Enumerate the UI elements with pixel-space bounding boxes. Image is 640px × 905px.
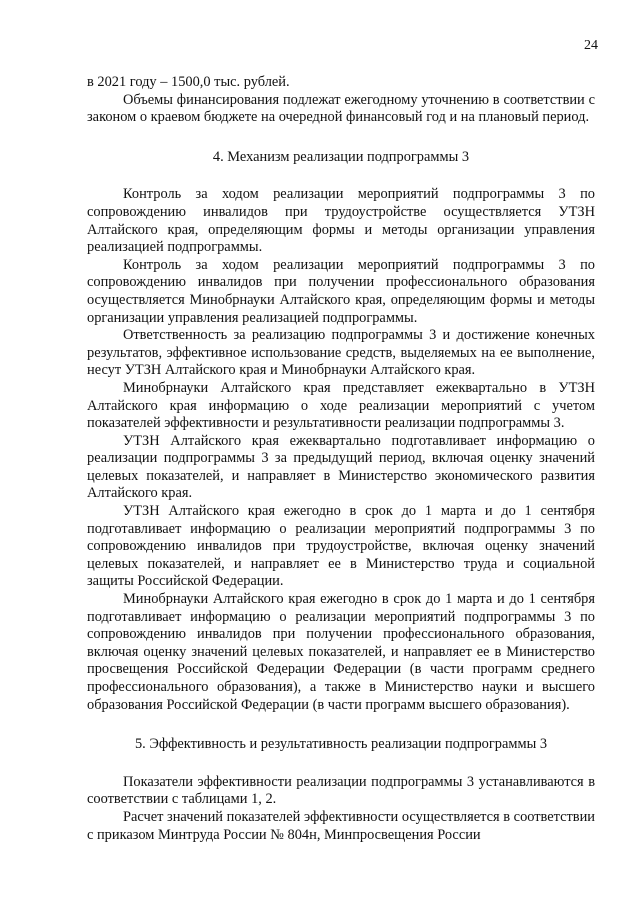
section-heading-4: 4. Механизм реализации подпрограммы 3 [212, 148, 470, 165]
paragraph-continuation: в 2021 году – 1500,0 тыс. рублей. [87, 74, 290, 90]
document-body [87, 74, 595, 844]
paragraph: УТЗН Алтайского края ежеквартально подготавливает информацию о реализации подпрограммы 3 за предыдущий период, включая оценку значений целевых показателей, и направляет в Министерство экономического развития Алтайского края. [87, 432, 595, 502]
paragraph: Минобрнауки Алтайского края представляет ежеквартально в УТЗН Алтайского края информацию о ходе реализации мероприятий с учетом показателей эффективности и результативности реализации подпрограммы 3. [87, 379, 595, 432]
paragraph: Показатели эффективности реализации подпрограммы 3 устанавливаются в соответствии с таблицами 1, 2. [87, 773, 595, 808]
section-heading-5: 5. Эффективность и результативность реализации подпрограммы 3 [134, 736, 548, 753]
paragraph: Контроль за ходом реализации мероприятий подпрограммы 3 по сопровождению инвалидов при трудоустройстве осуществляется УТЗН Алтайского края, определяющим формы и методы организации управления реализацией подпрограммы. [87, 186, 595, 256]
paragraph: Контроль за ходом реализации мероприятий подпрограммы 3 по сопровождению инвалидов при получении профессионального образования осуществляется Минобрнауки Алтайского края, определяющим формы и методы организации управления реализацией подпрограммы. [87, 256, 595, 326]
page-number: 24 [584, 38, 598, 53]
paragraph: Минобрнауки Алтайского края ежегодно в срок до 1 марта и до 1 сентября подготавливает информацию о реализации мероприятий подпрограммы 3 по сопровождению инвалидов при получении профессионального образования, включая оценку значений целевых показателей, и направляет ее в Министерство просвещения Российской Федерации Федерации (в части программ среднего профессионального образования), а также в Министерство науки и высшего образования Российской Федерации (в части программ высшего образования). [87, 591, 595, 713]
paragraph: Расчет значений показателей эффективности осуществляется в соответствии с приказом Минтруда России № 804н, Минпросвещения России [87, 808, 595, 843]
paragraph: Ответственность за реализацию подпрограммы 3 и достижение конечных результатов, эффективное использование средств, выделяемых на ее выполнение, несут УТЗН Алтайского края и Минобрнауки Алтайского края. [87, 327, 595, 379]
paragraph: УТЗН Алтайского края ежегодно в срок до 1 марта и до 1 сентября подготавливает информацию о реализации мероприятий подпрограммы 3 по сопровождению инвалидов при трудоустройстве, включая оценку значений целевых показателей, и направляет ее в Министерство труда и социальной защиты Российской Федерации. [87, 503, 595, 590]
paragraph: Объемы финансирования подлежат ежегодному уточнению в соответствии с законом о краевом бюджете на очередной финансовый год и на плановый период. [87, 91, 595, 126]
